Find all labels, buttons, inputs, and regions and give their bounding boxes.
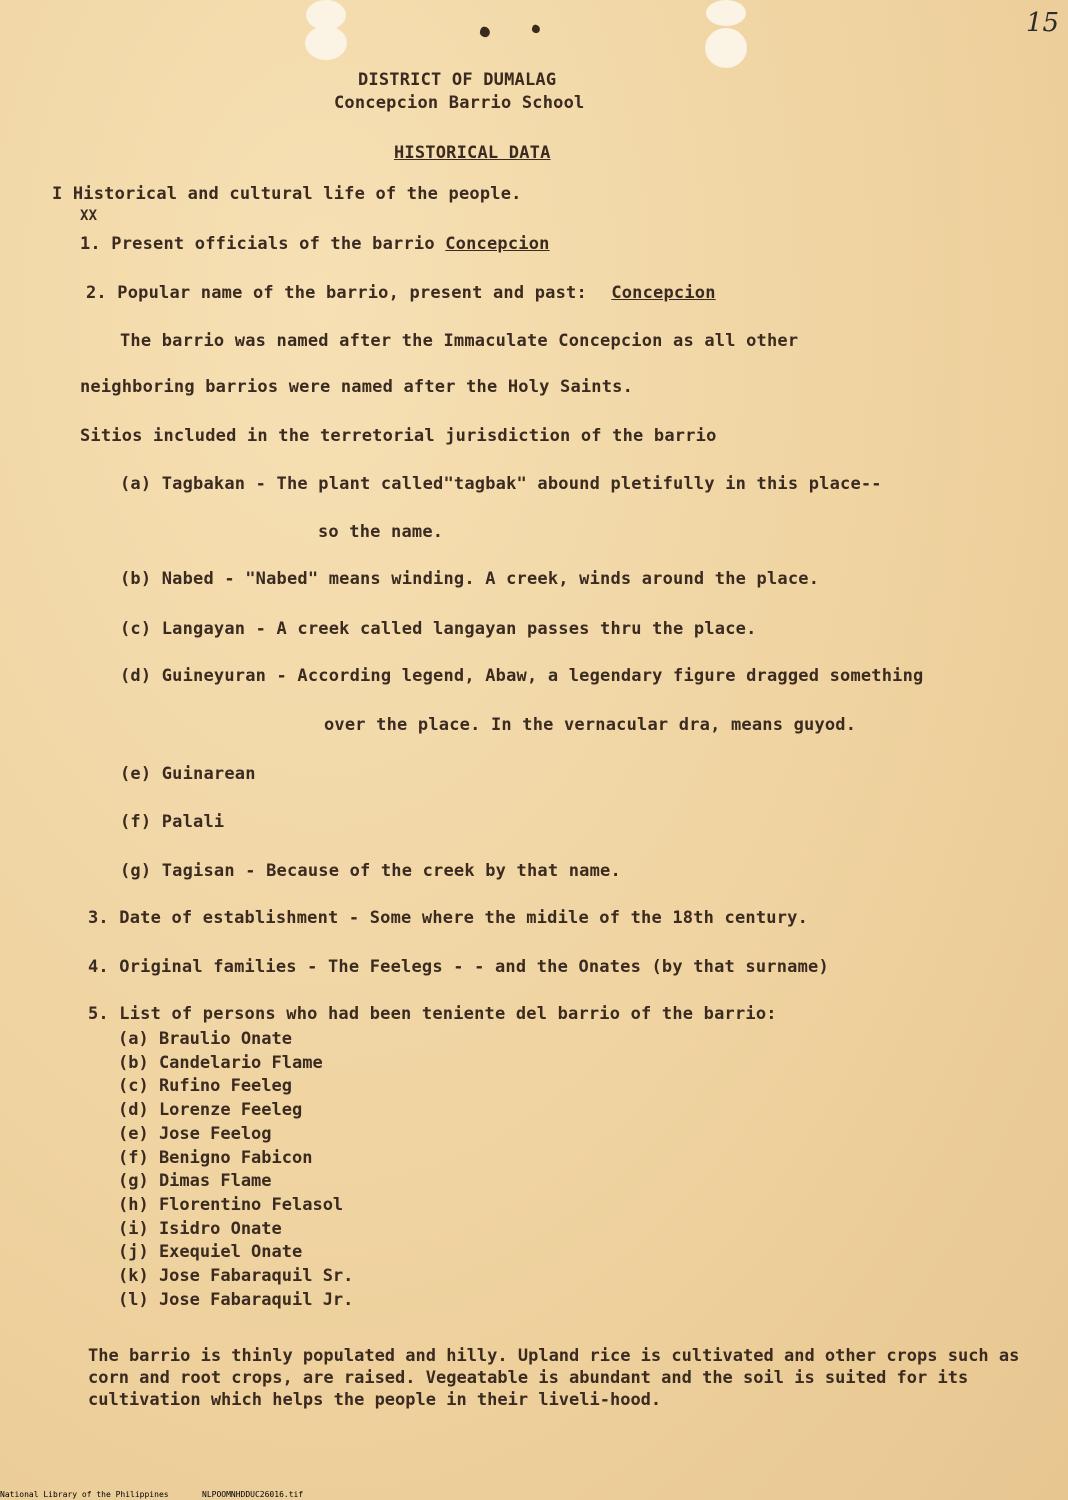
origin-line-2: neighboring barrios were named after the Holy Saints. bbox=[80, 377, 634, 397]
list-item: (e) Jose Feelog bbox=[118, 1123, 272, 1144]
item-1-label: 1. Present officials of the barrio bbox=[80, 234, 435, 254]
ink-mark bbox=[479, 26, 492, 39]
item-4: 4. Original families - The Feelegs - - and the Onates (by that surname) bbox=[88, 957, 829, 977]
list-item: (f) Benigno Fabicon bbox=[118, 1147, 313, 1168]
list-item: (b) Candelario Flame bbox=[118, 1052, 323, 1073]
list-item: (j) Exequiel Onate bbox=[118, 1242, 303, 1263]
list-item: (g) Dimas Flame bbox=[118, 1171, 272, 1192]
punch-hole-left-bottom bbox=[305, 26, 347, 60]
sitio-g: (g) Tagisan - Because of the creek by that name. bbox=[120, 861, 621, 881]
sitio-e: (e) Guinarean bbox=[120, 764, 256, 784]
item-1 bbox=[80, 234, 550, 254]
list-item: (i) Isidro Onate bbox=[118, 1218, 282, 1239]
tenientes-list bbox=[118, 1028, 353, 1312]
sitio-f: (f) Palali bbox=[120, 812, 225, 832]
item-2-value: Concepcion bbox=[611, 283, 716, 303]
ink-mark bbox=[531, 24, 541, 34]
punch-hole-right-top bbox=[706, 0, 746, 26]
page-number: 15 bbox=[1026, 8, 1060, 38]
school-heading: Concepcion Barrio School bbox=[334, 93, 585, 113]
sitio-a-line-1: (a) Tagbakan - The plant called"tagbak" abound pletifully in this place-- bbox=[120, 474, 882, 494]
struck-text: XX bbox=[80, 208, 98, 224]
list-item: (d) Lorenze Feeleg bbox=[118, 1100, 303, 1121]
punch-hole-right-bottom bbox=[705, 28, 747, 68]
sitio-c: (c) Langayan - A creek called langayan passes thru the place. bbox=[120, 619, 757, 639]
sitio-b: (b) Nabed - "Nabed" means winding. A creek, winds around the place. bbox=[120, 569, 820, 589]
item-1-value: Concepcion bbox=[445, 234, 550, 254]
list-item: (k) Jose Fabaraquil Sr. bbox=[118, 1266, 354, 1287]
sitio-a-line-2: so the name. bbox=[318, 522, 444, 542]
footer-library: National Library of the Philippines bbox=[0, 1490, 169, 1499]
district-heading: DISTRICT OF DUMALAG bbox=[358, 70, 557, 90]
list-item: (h) Florentino Felasol bbox=[118, 1194, 344, 1215]
footer-file: NLPOOMNHDDUC26016.tif bbox=[202, 1490, 304, 1499]
list-item: (a) Braulio Onate bbox=[118, 1029, 292, 1049]
item-3: 3. Date of establishment - Some where the midile of the 18th century. bbox=[88, 908, 809, 928]
sitio-d-line-1: (d) Guineyuran - According legend, Abaw, a legendary figure dragged something bbox=[120, 666, 924, 686]
section-heading: I Historical and cultural life of the people. bbox=[52, 184, 522, 204]
item-2-label: 2. Popular name of the barrio, present and past: bbox=[86, 283, 587, 303]
sitios-intro: Sitios included in the terretorial jurisdiction of the barrio bbox=[80, 426, 717, 446]
origin-line-1: The barrio was named after the Immaculate Concepcion as all other bbox=[120, 331, 799, 351]
sitio-d-line-2: over the place. In the vernacular dra, means guyod. bbox=[324, 715, 857, 735]
closing-paragraph: The barrio is thinly populated and hilly. Upland rice is cultivated and other crops such as corn and root crops, are raised. Vegeatable is abundant and the soil is suited for its cultivation which helps the people in their liveli-hood. bbox=[88, 1346, 1020, 1410]
item-2 bbox=[86, 283, 716, 303]
list-item: (c) Rufino Feeleg bbox=[118, 1076, 292, 1097]
page-title: HISTORICAL DATA bbox=[394, 143, 551, 163]
list-item: (l) Jose Fabaraquil Jr. bbox=[118, 1289, 354, 1310]
item-5: 5. List of persons who had been teniente del barrio of the barrio: bbox=[88, 1004, 777, 1024]
